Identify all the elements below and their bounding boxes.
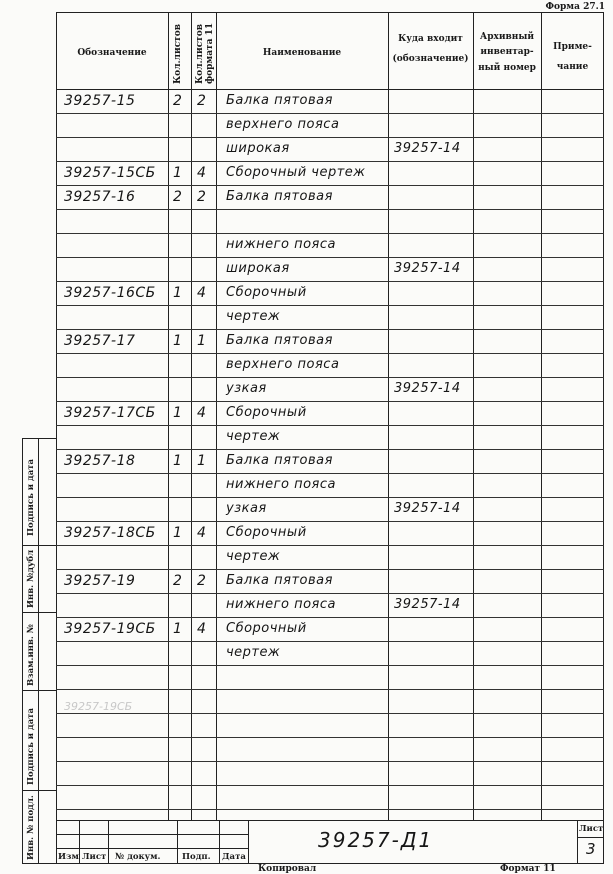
row-sheets-count: 1	[173, 165, 183, 181]
header-sheets-format: Кол.листов формата 11	[195, 22, 215, 84]
row-code: 39257-18СБ	[64, 525, 156, 541]
header-included-in-line1: Куда входит	[398, 34, 463, 44]
row-divider	[56, 713, 604, 714]
row-divider	[56, 161, 604, 162]
row-name: Балка пятовая	[226, 573, 333, 588]
row-name: Балка пятовая	[226, 333, 333, 348]
titleblock-doc-code: 39257-Д1	[318, 828, 434, 852]
row-name: Балка пятовая	[226, 189, 333, 204]
row-name: чертеж	[226, 645, 281, 660]
row-included-in: 39257-14	[394, 381, 461, 396]
row-sheets-format: 4	[197, 165, 207, 181]
row-name: Балка пятовая	[226, 453, 333, 468]
sidebar-div-2	[22, 612, 56, 613]
row-divider	[56, 785, 604, 786]
row-divider	[56, 545, 604, 546]
header-archive-line2: инвентар-	[480, 47, 534, 58]
header-note	[541, 38, 604, 78]
row-sheets-count: 1	[173, 453, 183, 469]
sidebar-signature-date-2: Подпись и дата	[26, 707, 36, 785]
row-code: 39257-17	[64, 333, 136, 349]
row-sheets-format: 4	[197, 405, 207, 421]
row-divider	[56, 233, 604, 234]
sidebar-inner-line	[38, 438, 39, 864]
header-archive	[473, 30, 541, 76]
row-name: широкая	[226, 141, 290, 156]
titleblock-col-2	[108, 820, 109, 864]
header-archive-line1: Архивный	[479, 32, 535, 42]
row-divider	[56, 185, 604, 186]
row-name: Сборочный	[226, 405, 307, 420]
col-line-5	[473, 12, 474, 820]
titleblock-izm: Изм	[58, 852, 79, 862]
row-name: чертеж	[226, 429, 281, 444]
col-line-4	[388, 12, 389, 820]
row-name: Сборочный	[226, 285, 307, 300]
row-name: Балка пятовая	[226, 93, 333, 108]
col-line-2	[191, 12, 192, 820]
titleblock-n-dokum: № докум.	[115, 852, 161, 862]
row-divider	[56, 689, 604, 690]
row-name: чертеж	[226, 309, 281, 324]
footer-copied: Копировал	[258, 864, 317, 874]
row-divider	[56, 257, 604, 258]
row-divider	[56, 401, 604, 402]
row-sheets-count: 1	[173, 525, 183, 541]
titleblock-sheet-number: 3	[586, 840, 597, 858]
row-code: 39257-15	[64, 93, 136, 109]
header-name: Наименование	[262, 48, 342, 58]
sidebar-div-3	[22, 690, 56, 691]
row-name: нижнего пояса	[226, 477, 336, 492]
row-divider	[56, 593, 604, 594]
titleblock-sheet-label: Лист	[579, 824, 604, 834]
row-sheets-count: 1	[173, 285, 183, 301]
row-name: чертеж	[226, 549, 281, 564]
row-sheets-format: 2	[197, 189, 207, 205]
header-included-in	[388, 34, 473, 66]
row-name: Сборочный чертеж	[226, 165, 366, 180]
row-divider	[56, 521, 604, 522]
header-archive-line3: ный номер	[478, 62, 536, 73]
row-divider	[56, 425, 604, 426]
row-divider	[56, 665, 604, 666]
row-name: узкая	[226, 381, 267, 396]
col-line-3	[216, 12, 217, 820]
sidebar-div-4	[22, 790, 56, 791]
row-divider	[56, 617, 604, 618]
header-note-line1: Приме-	[553, 42, 592, 52]
row-name: Сборочный	[226, 525, 307, 540]
form-label: Форма 27.1	[545, 2, 605, 12]
footer-format: Формат 11	[500, 864, 556, 874]
row-sheets-format: 4	[197, 525, 207, 541]
row-divider	[56, 305, 604, 306]
titleblock-podp: Подп.	[182, 852, 211, 862]
row-sheets-format: 1	[197, 333, 207, 349]
titleblock-data: Дата	[222, 852, 246, 862]
row-divider	[56, 761, 604, 762]
header-sheets-count: Кол.листов	[173, 23, 183, 84]
row-included-in: 39257-14	[394, 141, 461, 156]
titleblock-sheet-div	[577, 837, 604, 838]
row-sheets-format: 4	[197, 621, 207, 637]
header-included-in-line2: (обозначение)	[392, 54, 469, 65]
sidebar-inv-dubl: Инв. №дубл	[26, 549, 36, 608]
row-divider	[56, 641, 604, 642]
titleblock-col-1	[79, 820, 80, 864]
row-code: 39257-16СБ	[64, 285, 156, 301]
row-divider	[56, 137, 604, 138]
row-divider	[56, 737, 604, 738]
row-sheets-count: 2	[173, 573, 183, 589]
row-sheets-format: 4	[197, 285, 207, 301]
row-sheets-count: 2	[173, 189, 183, 205]
row-code: 39257-19	[64, 573, 136, 589]
row-divider	[56, 449, 604, 450]
row-divider	[56, 809, 604, 810]
titleblock-col-3	[177, 820, 178, 864]
row-code: 39257-17СБ	[64, 405, 156, 421]
row-included-in: 39257-14	[394, 597, 461, 612]
header-designation: Обозначение	[77, 48, 147, 58]
row-sheets-format: 2	[197, 573, 207, 589]
row-divider	[56, 377, 604, 378]
row-name: верхнего пояса	[226, 357, 340, 372]
row-sheets-count: 1	[173, 621, 183, 637]
titleblock-col-4	[219, 820, 220, 864]
sidebar-signature-date-1: Подпись и дата	[26, 458, 36, 536]
row-divider	[56, 281, 604, 282]
row-sheets-count: 1	[173, 333, 183, 349]
row-code: 39257-18	[64, 453, 136, 469]
row-included-in: 39257-14	[394, 501, 461, 516]
col-line-6	[541, 12, 542, 820]
row-code: 39257-19СБ	[64, 621, 156, 637]
row-name: верхнего пояса	[226, 117, 340, 132]
row-code: 39257-15СБ	[64, 165, 156, 181]
row-divider	[56, 569, 604, 570]
row-code: 39257-16	[64, 189, 136, 205]
titleblock-list: Лист	[82, 852, 107, 862]
row-divider	[56, 209, 604, 210]
row-divider	[56, 329, 604, 330]
faded-text: 39257-19СБ	[64, 700, 133, 713]
row-included-in: 39257-14	[394, 261, 461, 276]
row-name: нижнего пояса	[226, 597, 336, 612]
sidebar-vzam-inv: Взам.инв. №	[26, 623, 36, 686]
row-divider	[56, 353, 604, 354]
titleblock-top	[56, 820, 604, 821]
row-name: нижнего пояса	[226, 237, 336, 252]
col-line-1	[168, 12, 169, 820]
sidebar-inv-podl: Инв. № подл.	[26, 795, 36, 860]
row-sheets-format: 2	[197, 93, 207, 109]
row-sheets-count: 1	[173, 405, 183, 421]
row-name: узкая	[226, 501, 267, 516]
row-divider	[56, 497, 604, 498]
sidebar-div-1	[22, 545, 56, 546]
row-divider	[56, 473, 604, 474]
row-name: Сборочный	[226, 621, 307, 636]
row-sheets-format: 1	[197, 453, 207, 469]
header-divider	[56, 89, 604, 90]
header-note-line2: чание	[556, 61, 589, 72]
row-divider	[56, 113, 604, 114]
row-sheets-count: 2	[173, 93, 183, 109]
titleblock-col-5	[248, 820, 249, 864]
row-name: широкая	[226, 261, 290, 276]
